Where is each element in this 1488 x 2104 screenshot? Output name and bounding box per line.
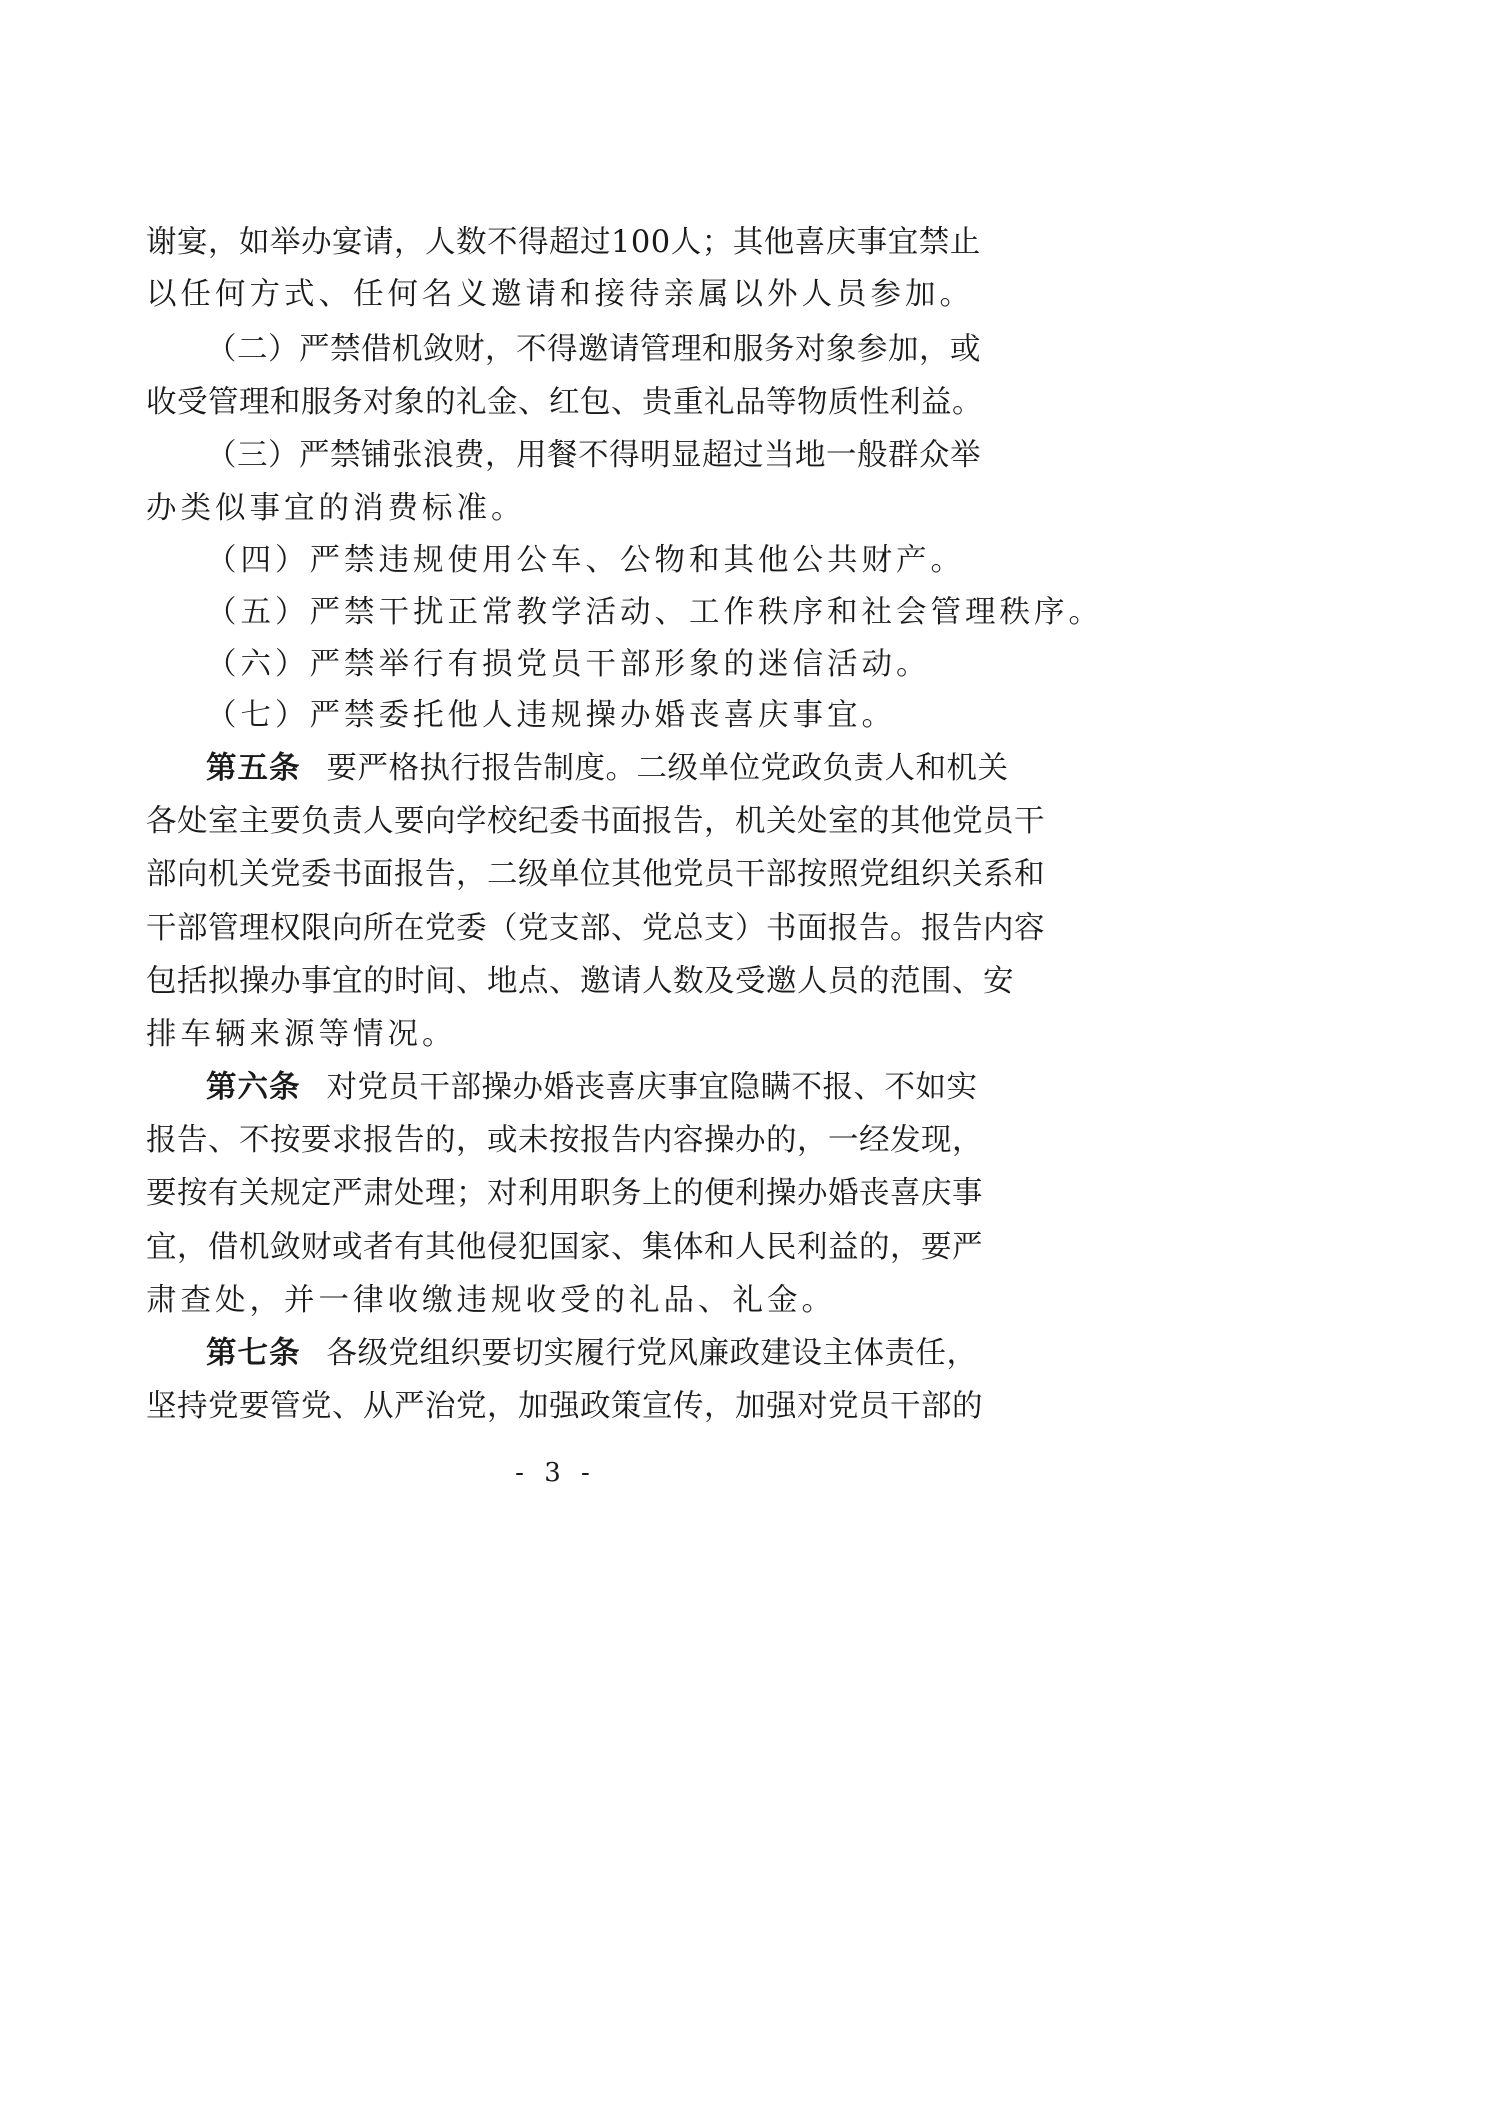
- text-line: 包括拟操办事宜的时间、地点、邀请人数及受邀人员的范围、安: [146, 964, 1014, 999]
- text-line: （三）严禁铺张浪费，用餐不得明显超过当地一般群众举: [206, 438, 981, 473]
- text-line: 办类似事宜的消费标准。: [146, 491, 526, 526]
- article-heading: 第五条: [206, 751, 301, 786]
- article-7-first-line: [206, 1330, 976, 1378]
- text-line: （五）严禁干扰正常教学活动、工作秩序和社会管理秩序。: [206, 595, 1103, 630]
- text-line: 部向机关党委书面报告，二级单位其他党员干部按照党组织关系和: [146, 857, 1045, 892]
- text-line: 排车辆来源等情况。: [146, 1017, 457, 1052]
- text-line: 要按有关规定严肃处理；对利用职务上的便利操办婚丧喜庆事: [146, 1176, 983, 1211]
- text-line: （四）严禁违规使用公车、公物和其他公共财产。: [206, 543, 965, 578]
- text-line: 干部管理权限向所在党委（党支部、党总支）书面报告。报告内容: [146, 911, 1045, 946]
- text-line: 收受管理和服务对象的礼金、红包、贵重礼品等物质性利益。: [146, 385, 983, 420]
- article-6-first-line: [206, 1064, 976, 1112]
- page-number: - 3 -: [515, 1458, 596, 1488]
- article-text: 各级党组织要切实履行党风廉政建设主体责任，: [326, 1336, 978, 1371]
- article-text: 要严格执行报告制度。二级单位党政负责人和机关: [326, 751, 1009, 786]
- text-line: （六）严禁举行有损党员干部形象的迷信活动。: [206, 647, 931, 682]
- text-line: 以任何方式、任何名义邀请和接待亲属以外人员参加。: [146, 277, 974, 312]
- text-line: 各处室主要负责人要向学校纪委书面报告，机关处室的其他党员干: [146, 804, 1045, 839]
- article-text: 对党员干部操办婚丧喜庆事宜隐瞒不报、不如实: [326, 1070, 978, 1105]
- text-line: 报告、不按要求报告的，或未按报告内容操办的，一经发现，: [146, 1123, 983, 1158]
- text-line: （七）严禁委托他人违规操办婚丧喜庆事宜。: [206, 698, 896, 733]
- article-heading: 第七条: [206, 1336, 301, 1371]
- text-line: 谢宴，如举办宴请，人数不得超过100人；其他喜庆事宜禁止: [146, 225, 981, 260]
- text-line: 坚持党要管党、从严治党，加强政策宣传，加强对党员干部的: [146, 1389, 983, 1424]
- text-line: （二）严禁借机敛财，不得邀请管理和服务对象参加，或: [206, 332, 981, 367]
- text-line: 肃查处，并一律收缴违规收受的礼品、礼金。: [146, 1283, 836, 1318]
- article-5-first-line: [206, 745, 1009, 793]
- article-heading: 第六条: [206, 1070, 301, 1105]
- text-line: 宜，借机敛财或者有其他侵犯国家、集体和人民利益的，要严: [146, 1230, 983, 1265]
